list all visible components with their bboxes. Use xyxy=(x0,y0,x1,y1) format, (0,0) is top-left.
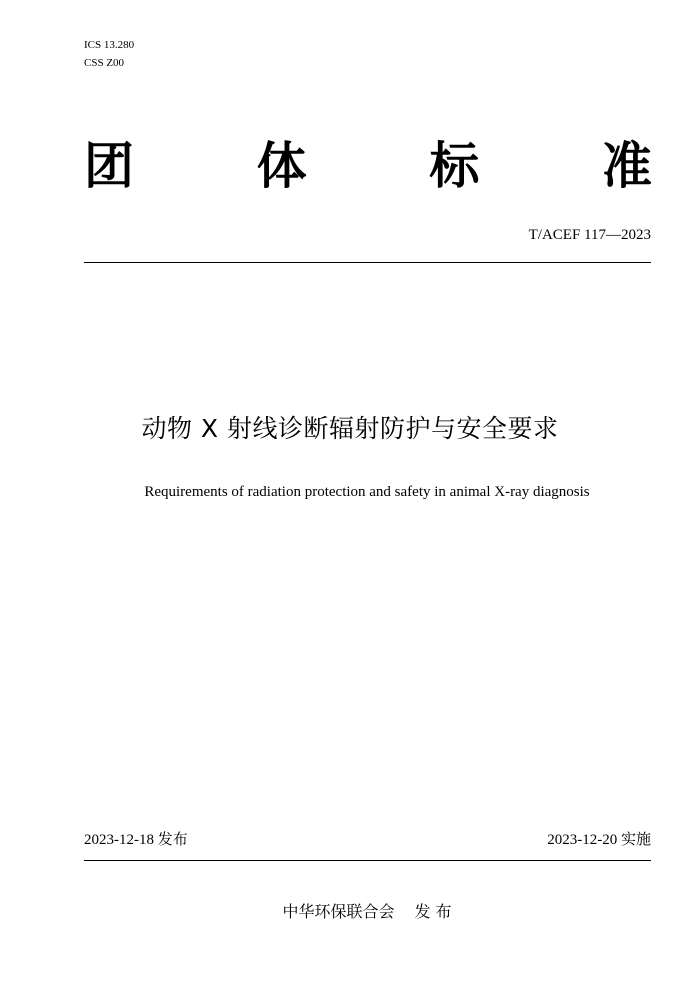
standard-type-char: 体 xyxy=(256,137,307,195)
english-title: Requirements of radiation protection and safety in animal X-ray diagnosis xyxy=(144,484,590,500)
standard-number: T/ACEF 117—2023 xyxy=(528,227,651,243)
issue-date: 2023-12-18 发布 xyxy=(84,832,188,848)
css-code: CSS Z00 xyxy=(84,57,125,69)
publisher-line xyxy=(0,899,700,922)
classification-codes xyxy=(84,36,134,72)
chinese-title: 动物 X 射线诊断辐射防护与安全要求 xyxy=(141,414,559,443)
standard-type-char: 标 xyxy=(429,137,480,195)
standard-type-char: 准 xyxy=(601,137,652,195)
standard-type-heading xyxy=(84,132,652,200)
bottom-divider xyxy=(84,860,651,861)
ics-code: ICS 13.280 xyxy=(84,39,135,51)
top-divider xyxy=(84,262,651,263)
implementation-date: 2023-12-20 实施 xyxy=(547,832,651,848)
publisher-action: 发 布 xyxy=(414,902,452,921)
standard-type-char: 团 xyxy=(84,137,134,195)
publisher-name: 中华环保联合会 xyxy=(282,902,395,921)
